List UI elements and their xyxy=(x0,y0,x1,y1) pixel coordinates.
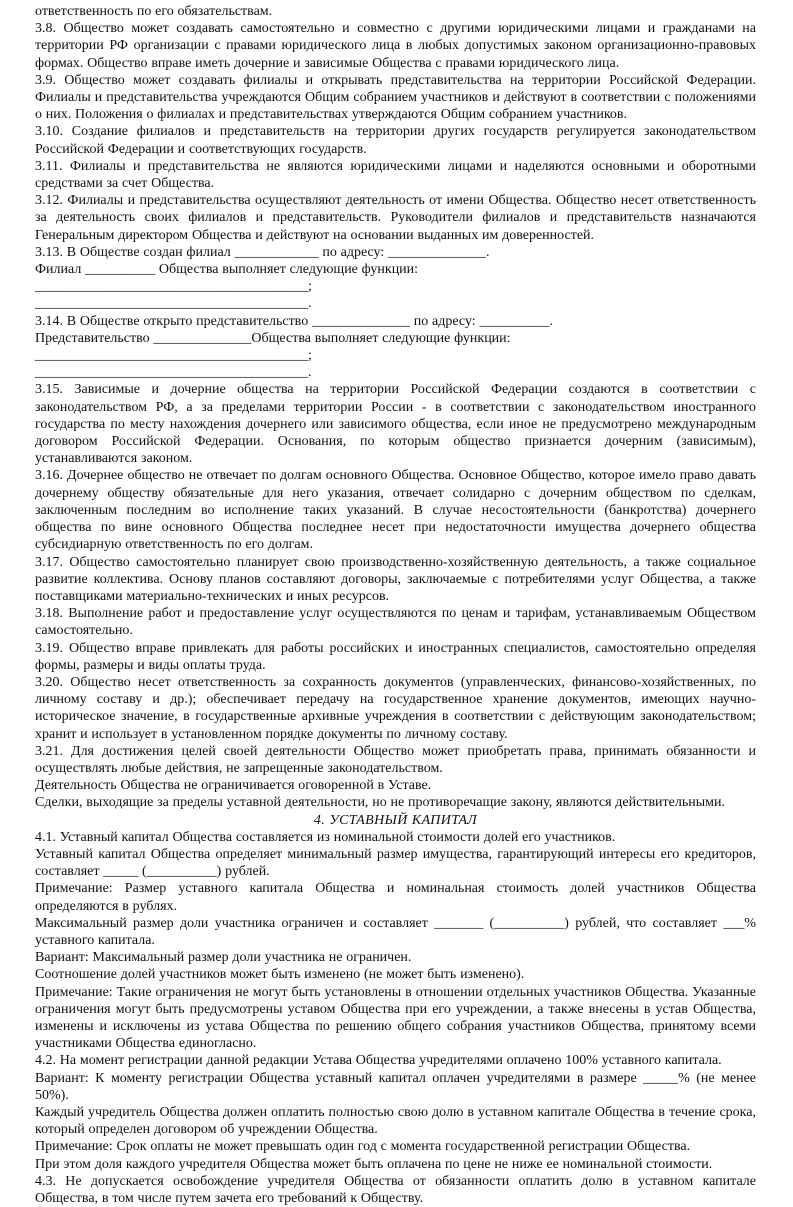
paragraph: Вариант: К моменту регистрации Общества уставный капитал оплачен учредителями в размере _____% (не менее 50%). xyxy=(35,1070,756,1103)
paragraph: 3.20. Общество несет ответственность за сохранность документов (управленческих, финансово-хозяйственных, по личному составу и др.); обеспечивает передачу на государственное хранение документов, имеющих научно-историческое значение, в государственные архивные учреждения в соответствии с действующим законодательством; хранит и использует в установленном порядке документы по личному составу. xyxy=(35,674,756,742)
paragraph: Вариант: Максимальный размер доли участника не ограничен. xyxy=(35,950,412,966)
paragraph: 3.16. Дочернее общество не отвечает по долгам основного Общества. Основное Общество, которое имело право давать дочернему обществу обязательные для него указания, отвечает солидарно с дочерним обществом по сделкам, заключенным последним во исполнение таких указаний. В случае несостоятельности (банкротства) дочернего общества по вине основного Общества последнее несет при недостаточности имущества дочернего общества субсидиарную ответственность по его долгам. xyxy=(35,468,756,553)
document-body xyxy=(35,3,756,1207)
paragraph: Примечание: Срок оплаты не может превышать один год с момента государственной регистрации Общества. xyxy=(35,1139,691,1155)
paragraph: Деятельность Общества не ограничивается оговоренной в Уставе. xyxy=(35,778,432,794)
paragraph: 3.19. Общество вправе привлекать для работы российских и иностранных специалистов, самостоятельно определяя формы, размеры и виды оплаты труда. xyxy=(35,640,756,673)
paragraph: 3.10. Создание филиалов и представительств на территории других государств регулируется законодательством Российской Федерации и соответствующих государств. xyxy=(35,124,756,157)
paragraph: 3.11. Филиалы и представительства не являются юридическими лицами и наделяются основными и оборотными средствами за счет Общества. xyxy=(35,158,756,192)
paragraph: 3.13. В Обществе создан филиал ____________ по адресу: ______________. xyxy=(35,244,490,260)
paragraph: Максимальный размер доли участника ограничен и составляет _______ (__________) рублей, что составляет ___% уставного капитала. xyxy=(35,915,756,948)
paragraph: 4.2. На момент регистрации данной редакции Устава Общества учредителями оплачено 100% уставного капитала. xyxy=(35,1053,722,1069)
paragraph: 4.3. Не допускается освобождение учредителя Общества от обязанности оплатить долю в уставном капитале Общества, в том числе путем зачета его требований к Обществу. xyxy=(35,1173,756,1207)
paragraph: При этом доля каждого учредителя Общества может быть оплачена по цене не ниже ее номинальной стоимости. xyxy=(35,1156,713,1172)
paragraph: Примечание: Размер уставного капитала Общества и номинальная стоимость долей участников Общества определяются в рублях. xyxy=(35,881,756,914)
paragraph: 3.15. Зависимые и дочерние общества на территории Российской Федерации создаются в соответствии с законодательством РФ, а за пределами территории России - в соответствии с законодательством иностранного государства по месту нахождения дочернего или зависимого общества, если иное не предусмотрено международным договором Российской Федерации. Основания, по которым общество признается дочерним (зависимым), устанавливаются законом. xyxy=(35,382,756,467)
paragraph: 3.21. Для достижения целей своей деятельности Общество может приобретать права, принимать обязанности и осуществлять любые действия, не запрещенные законодательством. xyxy=(35,743,756,776)
paragraph: 4.1. Уставный капитал Общества составляется из номинальной стоимости долей его участников. xyxy=(35,829,616,845)
paragraph: 3.18. Выполнение работ и предоставление услуг осуществляются по ценам и тарифам, устанавливаемым Обществом самостоятельно. xyxy=(35,606,756,639)
paragraph: 3.12. Филиалы и представительства осуществляют деятельность от имени Общества. Общество несет ответственность за деятельность своих филиалов и представительств. Руководители филиалов и представительств назначаются Генеральным директором Общества и действуют на основании выданных им доверенностей. xyxy=(35,193,756,243)
paragraph: _______________________________________. xyxy=(35,365,312,381)
paragraph: Сделки, выходящие за пределы уставной деятельности, но не противоречащие закону, являются действительными. xyxy=(35,795,726,811)
paragraph: 3.9. Общество может создавать филиалы и открывать представительства на территории Российской Федерации. Филиалы и представительства учреждаются Общим собранием участников и действуют в соответствии с положениями о них. Положения о филиалах и представительствах утверждаются Общим собранием участников. xyxy=(35,72,756,123)
paragraph: Соотношение долей участников может быть изменено (не может быть изменено). xyxy=(35,967,525,983)
paragraph: Представительство ______________Общества выполняет следующие функции: xyxy=(35,330,511,346)
paragraph: 3.8. Общество может создавать самостоятельно и совместно с другими юридическими лицами и гражданами на территории РФ организации с правами юридического лица в любых допустимых законом организационно-правовых формах. Общество вправе иметь дочерние и зависимые Общества с правами юридического лица. xyxy=(35,21,756,71)
paragraph: _______________________________________; xyxy=(35,279,312,295)
paragraph: Уставный капитал Общества определяет минимальный размер имущества, гарантирующий интересы его кредиторов, составляет _____ (__________) рублей. xyxy=(35,846,756,880)
paragraph: _______________________________________; xyxy=(35,348,312,364)
paragraph: 3.17. Общество самостоятельно планирует свою производственно-хозяйственную деятельность, а также социальное развитие коллектива. Основу планов составляют договоры, заключаемые с потребителями услуг Общества, а также поставщиками материально-технических и иных ресурсов. xyxy=(35,554,756,604)
paragraph: Каждый учредитель Общества должен оплатить полностью свою долю в уставном капитале Общества в течение срока, который определен договором об учреждении Общества. xyxy=(35,1105,756,1138)
section-heading: 4. УСТАВНЫЙ КАПИТАЛ xyxy=(313,812,478,828)
paragraph: 3.14. В Обществе открыто представительство ______________ по адресу: __________. xyxy=(35,313,553,329)
paragraph: Примечание: Такие ограничения не могут быть установлены в отношении отдельных участников Общества. Указанные ограничения могут быть предусмотрены уставом Общества при его учреждении, а также внесены в устав Общества, изменены и исключены из устава Общества по решению общего собрания участников Общества, принятому всеми участниками Общества единогласно. xyxy=(35,984,756,1052)
paragraph: ответственность по его обязательствам. xyxy=(35,4,273,19)
paragraph: Филиал __________ Общества выполняет следующие функции: xyxy=(35,262,419,278)
paragraph: _______________________________________. xyxy=(35,296,312,312)
